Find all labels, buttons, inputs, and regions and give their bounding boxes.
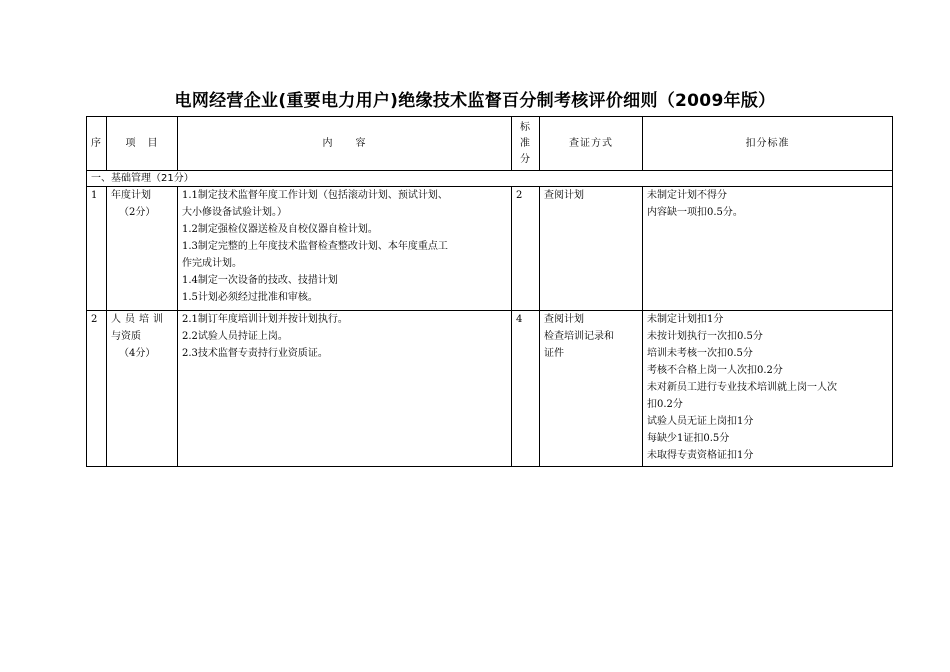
check-line: 查阅计划 (544, 190, 584, 201)
table-header-row (87, 117, 893, 171)
row-item (107, 311, 178, 467)
header-check-method: 查证方式 (540, 117, 643, 171)
content-line: 大小修设备试验计划。） (182, 207, 287, 218)
header-score-line: 分 (520, 153, 531, 165)
deduction-line: 内容缺一项扣0.5分。 (647, 207, 743, 218)
row-content (178, 311, 512, 467)
table-row (87, 187, 893, 311)
content-line: 作完成计划。 (182, 258, 242, 269)
section-title: 一、基础管理（21分） (87, 171, 893, 187)
row-item-line: 与资质 (111, 331, 141, 342)
row-item (107, 187, 178, 311)
row-deduction (643, 187, 893, 311)
row-check-method (540, 187, 643, 311)
row-deduction (643, 311, 893, 467)
document-title: 电网经营企业(重要电力用户)绝缘技术监督百分制考核评价细则（2009年版） (174, 91, 776, 111)
deduction-line: 未按计划执行一次扣0.5分 (647, 331, 763, 342)
content-line: 1.2制定强检仪器送检及自校仪器自检计划。 (182, 224, 378, 235)
header-score-line: 标 (520, 121, 531, 133)
row-score: 2 (512, 187, 540, 311)
header-score-line: 准 (520, 137, 531, 149)
row-item-line: （4分） (119, 348, 156, 359)
content-line: 1.1制定技术监督年度工作计划（包括滚动计划、预试计划、 (182, 190, 448, 201)
deduction-line: 培训未考核一次扣0.5分 (647, 348, 753, 359)
content-line: 2.3技术监督专责持行业资质证。 (182, 348, 328, 359)
check-line: 证件 (544, 348, 564, 359)
row-check-method (540, 311, 643, 467)
content-line: 2.1制订年度培训计划并按计划执行。 (182, 314, 348, 325)
row-item-line: 年度计划 (111, 190, 151, 201)
evaluation-table (86, 116, 893, 467)
content-line: 1.5计划必须经过批准和审核。 (182, 292, 318, 303)
header-score (512, 117, 540, 171)
deduction-line: 扣0.2分 (647, 399, 683, 410)
header-content: 内 容 (178, 117, 512, 171)
row-content (178, 187, 512, 311)
table-row (87, 311, 893, 467)
deduction-line: 未制定计划扣1分 (647, 314, 724, 325)
section-row (87, 171, 893, 187)
row-no: 2 (87, 311, 107, 467)
deduction-line: 未取得专责资格证扣1分 (647, 450, 754, 461)
row-no: 1 (87, 187, 107, 311)
header-deduction: 扣分标准 (643, 117, 893, 171)
header-item: 项 目 (107, 117, 178, 171)
check-line: 查阅计划 (544, 314, 584, 325)
deduction-line: 每缺少1证扣0.5分 (647, 433, 730, 444)
content-line: 1.3制定完整的上年度技术监督检查整改计划、本年度重点工 (182, 241, 448, 252)
row-item-line: 人员培训 (111, 314, 167, 325)
row-score: 4 (512, 311, 540, 467)
header-no: 序 (87, 117, 107, 171)
check-line: 检查培训记录和 (544, 331, 614, 342)
deduction-line: 未对新员工进行专业技术培训就上岗一人次 (647, 382, 837, 393)
deduction-line: 试验人员无证上岗扣1分 (647, 416, 754, 427)
deduction-line: 未制定计划不得分 (647, 190, 727, 201)
content-line: 1.4制定一次设备的技改、技措计划 (182, 275, 338, 286)
row-item-line: （2分） (119, 207, 156, 218)
deduction-line: 考核不合格上岗一人次扣0.2分 (647, 365, 783, 376)
content-line: 2.2试验人员持证上岗。 (182, 331, 288, 342)
